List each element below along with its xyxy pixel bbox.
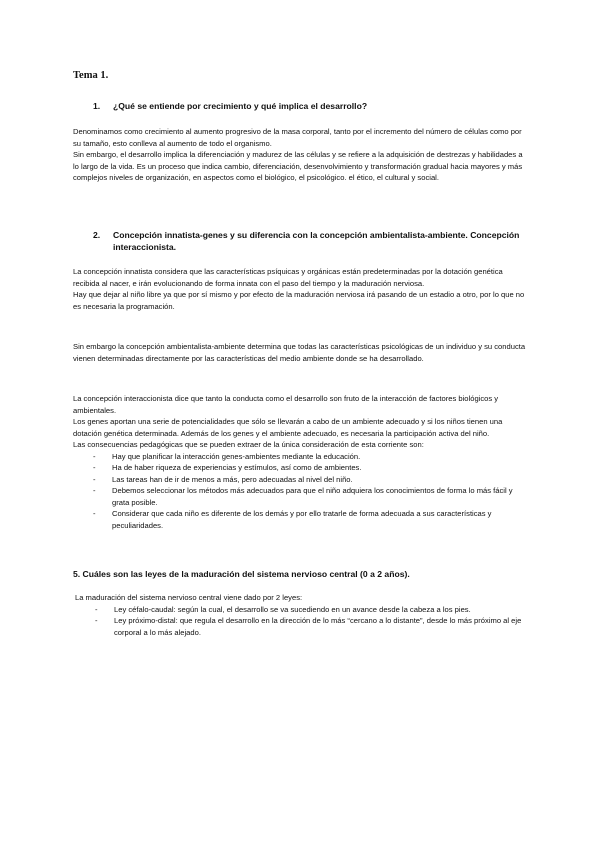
bullet-dash: - bbox=[95, 604, 98, 614]
list-item-text: Debemos seleccionar los métodos más adecuados para que el niño adquiera los conocimientos de forma lo más fácil y grata posible. bbox=[112, 486, 513, 507]
list-item-text: Hay que planificar la interacción genes-ambientes mediante la educación. bbox=[112, 451, 361, 461]
list-item bbox=[73, 451, 528, 463]
bullet-dash: - bbox=[95, 616, 98, 625]
list-item bbox=[73, 474, 528, 486]
q2-number: 2. bbox=[93, 230, 101, 240]
q5-bullet-list bbox=[75, 604, 530, 639]
q1-body bbox=[73, 126, 528, 184]
q5-body bbox=[75, 592, 530, 638]
list-item-text: Ley céfalo-caudal: según la cual, el desarrollo se va sucediendo en un avance desde la cabeza a los pies. bbox=[114, 604, 471, 614]
q1-paragraph-1: Denominamos como crecimiento al aumento progresivo de la masa corporal, tanto por el incremento del número de células como por su tamaño, esto conlleva al aumento de todo el organismo. bbox=[73, 127, 522, 148]
q5-intro: La maduración del sistema nervioso central viene dado por 2 leyes: bbox=[75, 593, 303, 602]
list-item-text: Ley próximo-distal: que regula el desarrollo en la dirección de lo más “cercano a lo distante”, desde lo más próximo al eje corporal a lo más alejado. bbox=[114, 616, 522, 637]
q1-heading-text: ¿Qué se entiende por crecimiento y qué implica el desarrollo? bbox=[113, 101, 368, 111]
bullet-dash: - bbox=[93, 509, 96, 518]
q2-paragraph-3: Sin embargo la concepción ambientalista-ambiente determina que todas las características psicológicas de un individuo y su conducta vienen determinadas directamente por las características del medio ambiente donde se ha desarrollado. bbox=[73, 342, 526, 363]
list-item bbox=[75, 615, 530, 638]
q2-body-interaccionista bbox=[73, 393, 528, 531]
list-item-text: Las tareas han de ir de menos a más, pero adecuadas al nivel del niño. bbox=[112, 474, 353, 484]
q1-paragraph-2: Sin embargo, el desarrollo implica la diferenciación y madurez de las células y se refiere a la adquisición de destrezas y habilidades a lo largo de la vida. Es un proceso que indica cambio, diferenciación, desenvolvimiento y transformación gradual hacia mayores y más complejos niveles de organización, en aspectos como el biológico, el psicológico. el ético, el cultural y social. bbox=[73, 150, 523, 182]
q5-heading: 5. Cuáles son las leyes de la maduración del sistema nervioso central (0 a 2 años). bbox=[73, 569, 410, 579]
list-item bbox=[73, 462, 528, 474]
q2-body-ambientalista bbox=[73, 341, 528, 364]
q2-body-innatista bbox=[73, 266, 528, 312]
q2-heading-text: Concepción innatista-genes y su diferencia con la concepción ambientalista-ambiente. Concepción interaccionista. bbox=[113, 230, 520, 252]
bullet-dash: - bbox=[93, 486, 96, 495]
bullet-dash: - bbox=[93, 463, 96, 472]
document-title: Tema 1. bbox=[73, 70, 109, 81]
q2-paragraph-6: Las consecuencias pedagógicas que se pueden extraer de la única consideración de esta corriente son: bbox=[73, 440, 424, 449]
q2-bullet-list bbox=[73, 451, 528, 532]
q2-paragraph-2: Hay que dejar al niño libre ya que por sí mismo y por efecto de la maduración nerviosa irá pasando de un estadio a otro, por lo que no es necesaria la programación. bbox=[73, 290, 525, 311]
list-item bbox=[73, 485, 528, 508]
q2-paragraph-1: La concepción innatista considera que las características psíquicas y orgánicas están predeterminadas por la dotación genética recibida al nacer, e irán evolucionando de forma innata con el paso del tiempo y la maduración nerviosa. bbox=[73, 267, 503, 288]
bullet-dash: - bbox=[93, 451, 96, 461]
q2-paragraph-5: Los genes aportan una serie de potencialidades que sólo se llevarán a cabo de un ambiente adecuado y si los niños tienen una dotación genética determinada. Además de los genes y el ambiente adecuado, es necesaria la participación activa del niño. bbox=[73, 417, 503, 438]
list-item-text: Ha de haber riqueza de experiencias y estímulos, así como de ambientes. bbox=[112, 463, 362, 472]
q1-number: 1. bbox=[93, 101, 101, 111]
q2-paragraph-4: La concepción interaccionista dice que tanto la conducta como el desarrollo son fruto de la interacción de factores biológicos y ambientales. bbox=[73, 394, 499, 415]
list-item-text: Considerar que cada niño es diferente de los demás y por ello tratarle de forma adecuada a sus características y peculiaridades. bbox=[112, 509, 492, 530]
list-item bbox=[73, 508, 528, 531]
bullet-dash: - bbox=[93, 474, 96, 484]
list-item bbox=[75, 604, 530, 616]
